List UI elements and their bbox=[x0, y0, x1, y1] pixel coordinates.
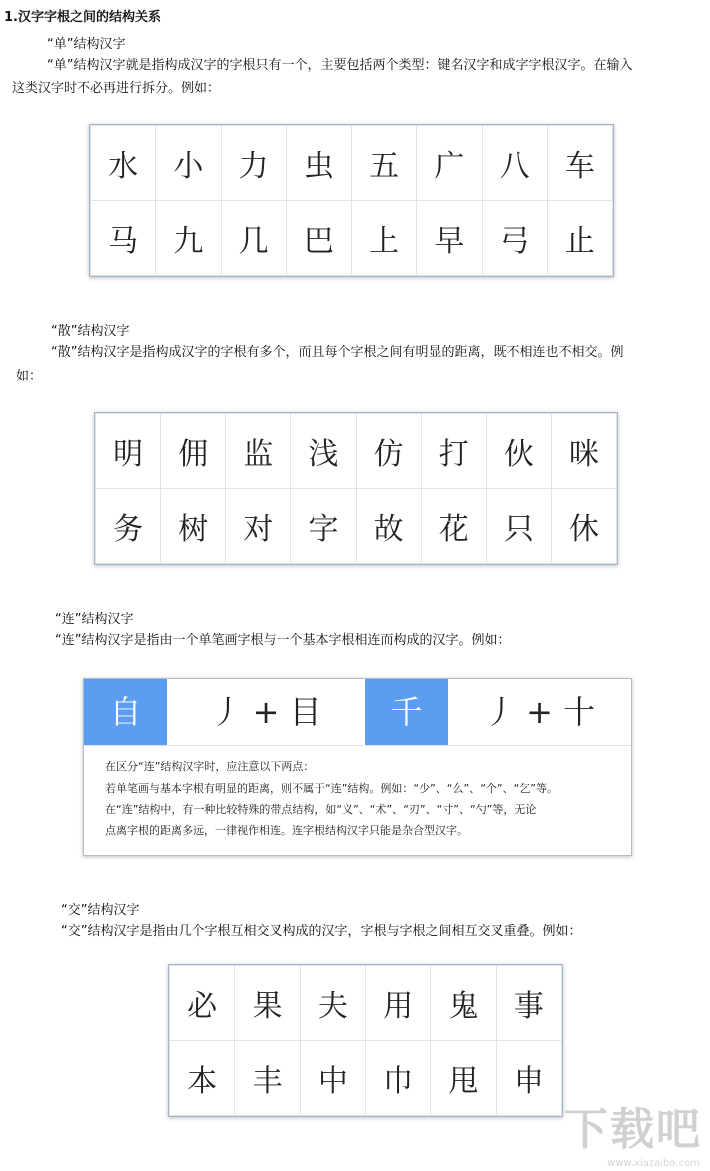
char-cell: 明 bbox=[96, 414, 161, 489]
lian-example-char-2: 千 bbox=[365, 679, 448, 745]
dan-line2: 这类汉字时不必再进行拆分。例如： bbox=[12, 81, 221, 96]
char-cell: 水 bbox=[91, 126, 156, 201]
char-cell: 中 bbox=[300, 1041, 365, 1116]
char-cell: 树 bbox=[161, 489, 226, 564]
char-cell: 五 bbox=[352, 126, 417, 201]
char-cell: 上 bbox=[352, 201, 417, 276]
lian-example-row bbox=[84, 679, 631, 746]
char-cell: 只 bbox=[486, 489, 551, 564]
char-cell: 必 bbox=[170, 966, 235, 1041]
char-cell: 丰 bbox=[235, 1041, 300, 1116]
char-cell: 仿 bbox=[356, 414, 421, 489]
lian-example-char-1: 自 bbox=[84, 679, 167, 745]
char-cell: 鬼 bbox=[431, 966, 496, 1041]
char-cell: 虫 bbox=[286, 126, 351, 201]
dan-char-table bbox=[89, 124, 614, 277]
lian-note-2: 若单笔画与基本字根有明显的距离，则不属于“连”结构。例如：“少”、“么”、“个”、“乞”等。 bbox=[105, 782, 558, 795]
char-cell: 用 bbox=[365, 966, 430, 1041]
page-heading: 1.汉字字根之间的结构关系 bbox=[4, 10, 161, 25]
char-cell: 巾 bbox=[365, 1041, 430, 1116]
lian-example-box bbox=[83, 678, 632, 856]
char-cell: 力 bbox=[221, 126, 286, 201]
table-row bbox=[91, 126, 613, 201]
char-cell: 小 bbox=[156, 126, 221, 201]
dan-line1: “单”结构汉字就是指构成汉字的字根只有一个，主要包括两个类型：键名汉字和成字字根汉字。在输入 bbox=[47, 58, 633, 73]
char-cell: 务 bbox=[96, 489, 161, 564]
char-cell: 浅 bbox=[291, 414, 356, 489]
table-row bbox=[91, 201, 613, 276]
char-cell: 夫 bbox=[300, 966, 365, 1041]
char-cell: 早 bbox=[417, 201, 482, 276]
char-cell: 打 bbox=[421, 414, 486, 489]
lian-title: “连”结构汉字 bbox=[55, 612, 134, 627]
char-cell: 九 bbox=[156, 201, 221, 276]
table-row bbox=[96, 414, 617, 489]
char-cell: 对 bbox=[226, 489, 291, 564]
char-cell: 甩 bbox=[431, 1041, 496, 1116]
char-cell: 马 bbox=[91, 201, 156, 276]
char-cell: 本 bbox=[170, 1041, 235, 1116]
char-cell: 申 bbox=[496, 1041, 561, 1116]
san-char-table bbox=[94, 412, 618, 565]
dan-title: “单”结构汉字 bbox=[47, 37, 126, 52]
char-cell: 八 bbox=[482, 126, 547, 201]
jiao-line1: “交”结构汉字是指由几个字根互相交叉构成的汉字，字根与字根之间相互交叉重叠。例如： bbox=[61, 924, 582, 939]
lian-example-formula-1: 丿 + 目 bbox=[210, 693, 322, 731]
char-cell: 监 bbox=[226, 414, 291, 489]
char-cell: 休 bbox=[551, 489, 616, 564]
char-cell: 故 bbox=[356, 489, 421, 564]
char-cell: 几 bbox=[221, 201, 286, 276]
char-cell: 事 bbox=[496, 966, 561, 1041]
table-row bbox=[170, 1041, 562, 1116]
char-cell: 巴 bbox=[286, 201, 351, 276]
san-title: “散”结构汉字 bbox=[51, 324, 130, 339]
char-cell: 字 bbox=[291, 489, 356, 564]
jiao-title: “交”结构汉字 bbox=[61, 903, 140, 918]
char-cell: 咪 bbox=[551, 414, 616, 489]
jiao-char-table bbox=[168, 964, 563, 1117]
lian-example-formula-2: 丿 + 十 bbox=[483, 693, 596, 731]
watermark-url: www.xiazaiba.com bbox=[607, 1158, 700, 1169]
char-cell: 车 bbox=[547, 126, 612, 201]
char-cell: 花 bbox=[421, 489, 486, 564]
lian-line1: “连”结构汉字是指由一个单笔画字根与一个基本字根相连而构成的汉字。例如： bbox=[55, 633, 511, 648]
lian-note-1: 在区分“连”结构汉字时，应注意以下两点： bbox=[105, 760, 315, 773]
char-cell: 广 bbox=[417, 126, 482, 201]
san-line2: 如： bbox=[16, 369, 43, 384]
char-cell: 佣 bbox=[161, 414, 226, 489]
char-cell: 弓 bbox=[482, 201, 547, 276]
char-cell: 伙 bbox=[486, 414, 551, 489]
lian-note-3: 在“连”结构中，有一种比较特殊的带点结构，如“义”、“术”、“刃”、“寸”、“勺”等，无论 bbox=[105, 803, 537, 816]
table-row bbox=[170, 966, 562, 1041]
lian-note-4: 点离字根的距离多远，一律视作相连。连字根结构汉字只能是杂合型汉字。 bbox=[105, 824, 468, 837]
char-cell: 止 bbox=[547, 201, 612, 276]
table-row bbox=[96, 489, 617, 564]
san-line1: “散”结构汉字是指构成汉字的字根有多个，而且每个字根之间有明显的距离，既不相连也不相交。例 bbox=[51, 345, 624, 360]
char-cell: 果 bbox=[235, 966, 300, 1041]
watermark-logo: 下载吧 bbox=[564, 1104, 702, 1155]
